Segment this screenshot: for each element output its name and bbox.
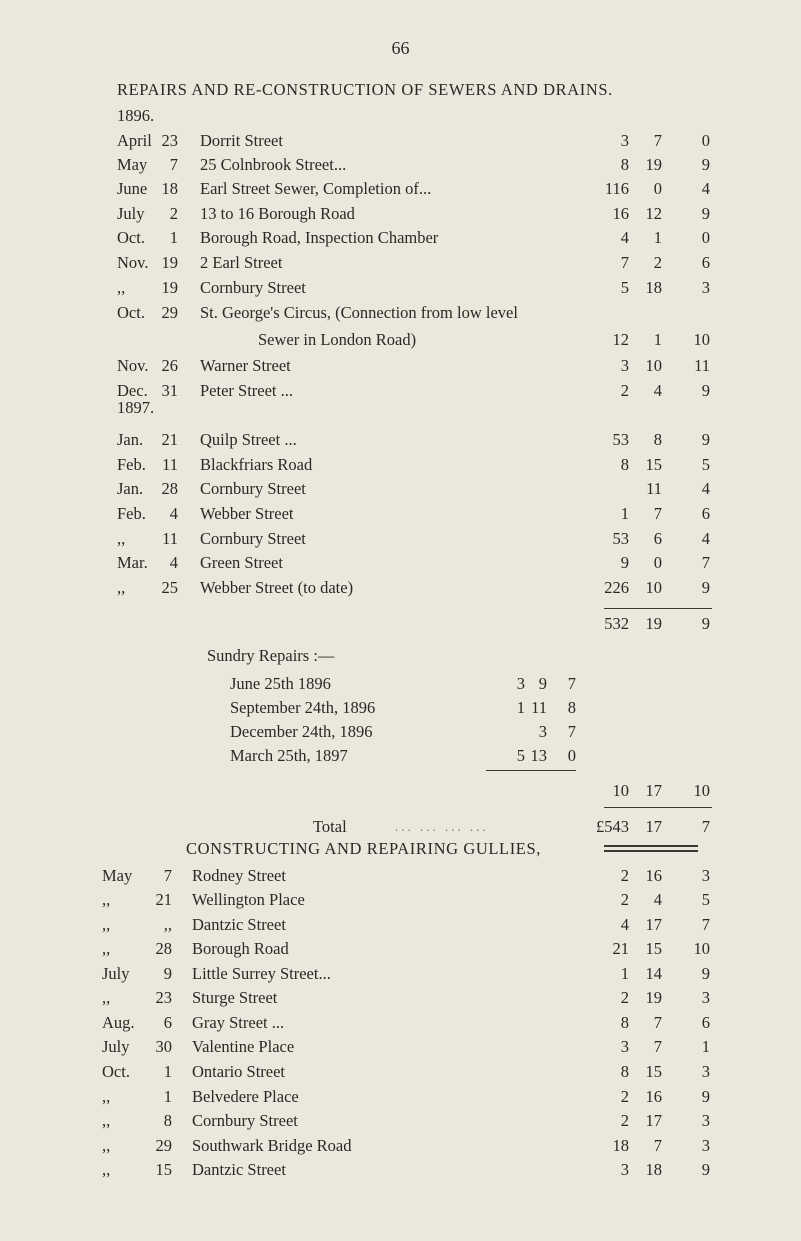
- table-row: [0, 204, 801, 228]
- sundry-total-shillings: 17: [645, 781, 662, 800]
- entry-pounds: 21: [612, 939, 629, 958]
- table-row: [0, 553, 801, 577]
- entry-pounds: 3: [620, 1160, 629, 1179]
- entry-description: Webber Street: [200, 504, 294, 523]
- page-number: 66: [391, 38, 410, 58]
- entry-month: Jan.: [117, 430, 144, 449]
- entry-shillings: 16: [645, 866, 662, 885]
- entry-description: Valentine Place: [192, 1037, 295, 1056]
- table-row: [0, 529, 801, 553]
- entry-description: 13 to 16 Borough Road: [200, 204, 355, 223]
- table-row: [0, 1013, 801, 1037]
- entry-description: Belvedere Place: [192, 1087, 299, 1106]
- entry-pence: 7: [567, 722, 576, 741]
- entry-pence: 9: [701, 964, 710, 983]
- entry-shillings: 19: [645, 988, 662, 1007]
- entry-pence: 3: [701, 1136, 710, 1155]
- entry-shillings: 15: [645, 939, 662, 958]
- entry-pence: 3: [701, 866, 710, 885]
- entry-month: Nov.: [117, 356, 149, 375]
- total-double-rule-2: [604, 850, 698, 852]
- entry-pence: 3: [701, 988, 710, 1007]
- entry-pounds: 4: [620, 228, 629, 247]
- entry-pounds: 8: [620, 1013, 629, 1032]
- table-row: [0, 479, 801, 503]
- entry-month: ,,: [102, 1136, 111, 1155]
- entry-month: Nov.: [117, 253, 149, 272]
- entry-shillings: 16: [645, 1087, 662, 1106]
- entry-description: Dantzic Street: [192, 1160, 286, 1179]
- entry-day: 28: [155, 939, 172, 958]
- entry-description: Cornbury Street: [192, 1111, 298, 1130]
- entry-pounds: 2: [620, 866, 629, 885]
- entry-description: Earl Street Sewer, Completion of...: [200, 179, 432, 198]
- entry-day: 7: [163, 866, 172, 885]
- entry-month: ,,: [102, 939, 111, 958]
- sundry-repairs-label: Sundry Repairs :—: [207, 646, 335, 665]
- entry-pounds: 53: [612, 529, 629, 548]
- entry-pence: 4: [701, 529, 710, 548]
- entry-pounds: 18: [612, 1136, 629, 1155]
- entry-month: July: [102, 1037, 130, 1056]
- entry-day: 1: [163, 1087, 172, 1106]
- entry-shillings: 7: [653, 1136, 662, 1155]
- entry-shillings: 7: [653, 1037, 662, 1056]
- table-row: [0, 578, 801, 602]
- entry-day: 15: [155, 1160, 172, 1179]
- entry-shillings: 18: [645, 278, 662, 297]
- total-double-rule-1: [604, 845, 698, 847]
- entry-description: Warner Street: [200, 356, 291, 375]
- entry-pounds: 16: [612, 204, 629, 223]
- entry-day: 2: [169, 204, 178, 223]
- entry-day: 18: [161, 179, 178, 198]
- entry-pence: 9: [701, 578, 710, 597]
- entry-description: March 25th, 1897: [230, 746, 348, 765]
- entry-day: 1: [169, 228, 178, 247]
- entry-pence: 6: [701, 253, 710, 272]
- sundry-rule: [486, 770, 576, 771]
- entry-pence: 3: [701, 1111, 710, 1130]
- entry-description: Peter Street ...: [200, 381, 294, 400]
- entry-shillings: 2: [653, 253, 662, 272]
- entry-shillings: 15: [645, 455, 662, 474]
- entry-pounds: 1: [620, 504, 629, 523]
- entry-pence: 8: [567, 698, 576, 717]
- total-label: Total: [313, 817, 347, 836]
- entry-day: 8: [163, 1111, 172, 1130]
- entry-day: 29: [161, 303, 178, 322]
- table-row: [0, 253, 801, 277]
- table-row: [0, 228, 801, 252]
- entry-month: ,,: [117, 529, 126, 548]
- entry-pounds: 1: [516, 698, 525, 717]
- entry-description-continued: Sewer in London Road): [258, 330, 417, 349]
- entry-shillings: 17: [645, 915, 662, 934]
- entry-day: 25: [161, 578, 178, 597]
- entry-shillings: 7: [653, 131, 662, 150]
- entry-month: ,,: [102, 988, 111, 1007]
- entry-pounds: 3: [620, 356, 629, 375]
- leader-dots: ... ... ... ...: [395, 819, 489, 834]
- table-row: [0, 356, 801, 380]
- table-row: [0, 430, 801, 454]
- entry-pounds: 2: [620, 1087, 629, 1106]
- entry-description: Little Surrey Street...: [192, 964, 331, 983]
- entry-day: 11: [162, 455, 178, 474]
- table-row: [0, 866, 801, 890]
- entry-pence: 1: [701, 1037, 710, 1056]
- entry-pounds: 9: [620, 553, 629, 572]
- entry-shillings: 3: [538, 722, 547, 741]
- table-row: [0, 504, 801, 528]
- table-row: [0, 1136, 801, 1160]
- entry-description: Blackfriars Road: [200, 455, 313, 474]
- entry-description: 25 Colnbrook Street...: [200, 155, 347, 174]
- entry-pounds: 8: [620, 455, 629, 474]
- entry-day: 11: [162, 529, 178, 548]
- entry-pence: 9: [701, 155, 710, 174]
- entry-pounds: 8: [620, 1062, 629, 1081]
- subtotal-shillings: 19: [645, 614, 662, 633]
- entry-day: 1: [163, 1062, 172, 1081]
- entry-description: St. George's Circus, (Connection from low level: [200, 303, 518, 322]
- table-row: [0, 674, 801, 698]
- entry-day: 7: [169, 155, 178, 174]
- entry-shillings: 11: [531, 698, 547, 717]
- entry-day: 4: [169, 553, 178, 572]
- sundry-total-row: [0, 781, 801, 805]
- entry-pence: 10: [693, 939, 710, 958]
- entry-pounds: 3: [620, 131, 629, 150]
- entry-shillings: 1: [653, 228, 662, 247]
- sundry-total-pence: 10: [693, 781, 710, 800]
- entry-month: ,,: [102, 1111, 111, 1130]
- entry-shillings: 10: [645, 578, 662, 597]
- total-pounds: £543: [596, 817, 629, 836]
- entry-description: Dorrit Street: [200, 131, 283, 150]
- entry-pounds: 8: [620, 155, 629, 174]
- table-row: [0, 381, 801, 405]
- entry-description: Green Street: [200, 553, 283, 572]
- entry-shillings: 15: [645, 1062, 662, 1081]
- entry-pounds: 2: [620, 890, 629, 909]
- entry-pounds: 3: [516, 674, 525, 693]
- total-row: [0, 817, 801, 841]
- entry-description: Borough Road: [192, 939, 289, 958]
- subtotal-row: [0, 614, 801, 638]
- entry-shillings: 8: [653, 430, 662, 449]
- year-label-1896: 1896.: [117, 106, 155, 125]
- entry-pence: 5: [701, 455, 710, 474]
- entry-pounds: 226: [604, 578, 629, 597]
- entry-month: July: [102, 964, 130, 983]
- entry-day: 4: [169, 504, 178, 523]
- entry-shillings: 17: [645, 1111, 662, 1130]
- entry-pounds: 1: [620, 964, 629, 983]
- entry-description: Cornbury Street: [200, 278, 306, 297]
- entry-shillings: 7: [653, 1013, 662, 1032]
- entry-month: Feb.: [117, 504, 146, 523]
- entry-pounds: 2: [620, 988, 629, 1007]
- entry-day: 19: [161, 253, 178, 272]
- entry-description: Cornbury Street: [200, 529, 306, 548]
- entry-shillings: 12: [645, 204, 662, 223]
- entry-shillings: 1: [653, 330, 662, 349]
- entry-day: 21: [155, 890, 172, 909]
- entry-shillings: 11: [646, 479, 662, 498]
- entry-pence: 7: [567, 674, 576, 693]
- entry-month: June: [117, 179, 148, 198]
- entry-description: June 25th 1896: [230, 674, 331, 693]
- entry-month: Oct.: [117, 228, 145, 247]
- entry-month: ,,: [102, 890, 111, 909]
- entry-description: Ontario Street: [192, 1062, 286, 1081]
- entry-day: 31: [161, 381, 178, 400]
- entry-pence: 9: [701, 1160, 710, 1179]
- entry-shillings: 19: [645, 155, 662, 174]
- entry-description: September 24th, 1896: [230, 698, 376, 717]
- entry-shillings: 9: [538, 674, 547, 693]
- entry-pounds: 7: [620, 253, 629, 272]
- entry-day: 26: [161, 356, 178, 375]
- entry-day: ,,: [163, 915, 172, 934]
- entry-pounds: 12: [612, 330, 629, 349]
- total-rule-top: [604, 807, 712, 808]
- entry-day: 9: [163, 964, 172, 983]
- entry-pounds: 3: [620, 1037, 629, 1056]
- table-row: [0, 131, 801, 155]
- entry-pence: 9: [701, 204, 710, 223]
- table-row: [0, 1087, 801, 1111]
- entry-day: 29: [155, 1136, 172, 1155]
- entry-pence: 0: [701, 228, 710, 247]
- entry-pence: 7: [701, 553, 710, 572]
- entry-pence: 7: [701, 915, 710, 934]
- entry-month: Feb.: [117, 455, 146, 474]
- entry-description: Southwark Bridge Road: [192, 1136, 352, 1155]
- table-row: [0, 1037, 801, 1061]
- entry-day: 23: [161, 131, 178, 150]
- entry-month: ,,: [117, 278, 126, 297]
- entry-shillings: 0: [653, 553, 662, 572]
- entry-pence: 4: [701, 479, 710, 498]
- entry-shillings: 0: [653, 179, 662, 198]
- entry-month: Oct.: [117, 303, 145, 322]
- entry-description: Wellington Place: [192, 890, 305, 909]
- entry-description: Dantzic Street: [192, 915, 286, 934]
- entry-month: Mar.: [117, 553, 148, 572]
- total-shillings: 17: [645, 817, 662, 836]
- entry-pence: 6: [701, 1013, 710, 1032]
- entry-day: 6: [163, 1013, 172, 1032]
- entry-pence: 10: [693, 330, 710, 349]
- table-row: [0, 890, 801, 914]
- entry-pence: 0: [567, 746, 576, 765]
- entry-month: ,,: [102, 1087, 111, 1106]
- entry-month: April: [117, 131, 152, 150]
- entry-shillings: 6: [653, 529, 662, 548]
- entry-month: Oct.: [102, 1062, 130, 1081]
- entry-shillings: 13: [530, 746, 547, 765]
- table-row: [0, 455, 801, 479]
- table-row: [0, 303, 801, 327]
- entry-description: Gray Street ...: [192, 1013, 285, 1032]
- section-heading-sewers: REPAIRS AND RE-CONSTRUCTION OF SEWERS AND DRAINS.: [117, 80, 613, 99]
- entry-description: Quilp Street ...: [200, 430, 297, 449]
- entry-pence: 3: [701, 1062, 710, 1081]
- sundry-total-pounds: 10: [612, 781, 629, 800]
- entry-pounds: 116: [604, 179, 629, 198]
- table-row: [0, 1062, 801, 1086]
- table-row: [0, 964, 801, 988]
- entry-description: Webber Street (to date): [200, 578, 354, 597]
- subtotal-pounds: 532: [604, 614, 629, 633]
- subtotal-rule: [604, 608, 712, 609]
- entry-pounds: 2: [620, 381, 629, 400]
- entry-shillings: 14: [645, 964, 662, 983]
- entry-description: Sturge Street: [192, 988, 278, 1007]
- year-label-1897: 1897.: [117, 398, 155, 417]
- entry-day: 30: [155, 1037, 172, 1056]
- entry-day: 28: [161, 479, 178, 498]
- entry-pence: 9: [701, 1087, 710, 1106]
- entry-description: Borough Road, Inspection Chamber: [200, 228, 439, 247]
- table-row: [0, 939, 801, 963]
- table-row: [0, 746, 801, 770]
- entry-pence: 11: [694, 356, 710, 375]
- entry-pence: 9: [701, 381, 710, 400]
- entry-month: May: [117, 155, 148, 174]
- entry-pence: 6: [701, 504, 710, 523]
- entry-shillings: 7: [653, 504, 662, 523]
- entry-day: 21: [161, 430, 178, 449]
- entry-month: Aug.: [102, 1013, 135, 1032]
- entry-pounds: 4: [620, 915, 629, 934]
- table-row: [0, 722, 801, 746]
- entry-month: ,,: [102, 915, 111, 934]
- subtotal-pence: 9: [701, 614, 710, 633]
- entry-description: December 24th, 1896: [230, 722, 373, 741]
- entry-pounds: 5: [620, 278, 629, 297]
- entry-shillings: 18: [645, 1160, 662, 1179]
- entry-month: Jan.: [117, 479, 144, 498]
- entry-day: 19: [161, 278, 178, 297]
- entry-description: Rodney Street: [192, 866, 286, 885]
- entry-pounds: 53: [612, 430, 629, 449]
- table-row: [0, 155, 801, 179]
- entry-pence: 0: [701, 131, 710, 150]
- entry-shillings: 10: [645, 356, 662, 375]
- entry-month: July: [117, 204, 145, 223]
- entry-pence: 3: [701, 278, 710, 297]
- total-pence: 7: [701, 817, 710, 836]
- entry-month: ,,: [102, 1160, 111, 1179]
- entry-month: ,,: [117, 578, 126, 597]
- table-row: [0, 988, 801, 1012]
- entry-shillings: 4: [653, 890, 662, 909]
- table-row: [0, 179, 801, 203]
- entry-description: Cornbury Street: [200, 479, 306, 498]
- entry-pounds: 2: [620, 1111, 629, 1130]
- entry-month: May: [102, 866, 133, 885]
- table-row: [0, 278, 801, 302]
- entry-shillings: 4: [653, 381, 662, 400]
- table-row: [0, 915, 801, 939]
- table-row-continuation: [0, 330, 801, 354]
- entry-day: 23: [155, 988, 172, 1007]
- entry-description: 2 Earl Street: [200, 253, 283, 272]
- entry-pence: 5: [701, 890, 710, 909]
- entry-pence: 9: [701, 430, 710, 449]
- section-heading-gullies: CONSTRUCTING AND REPAIRING GULLIES,: [186, 839, 541, 858]
- entry-pounds: 5: [516, 746, 525, 765]
- entry-pence: 4: [701, 179, 710, 198]
- table-row: [0, 698, 801, 722]
- table-row: [0, 1111, 801, 1135]
- table-row: [0, 1160, 801, 1184]
- entry-month: Dec.: [117, 381, 148, 400]
